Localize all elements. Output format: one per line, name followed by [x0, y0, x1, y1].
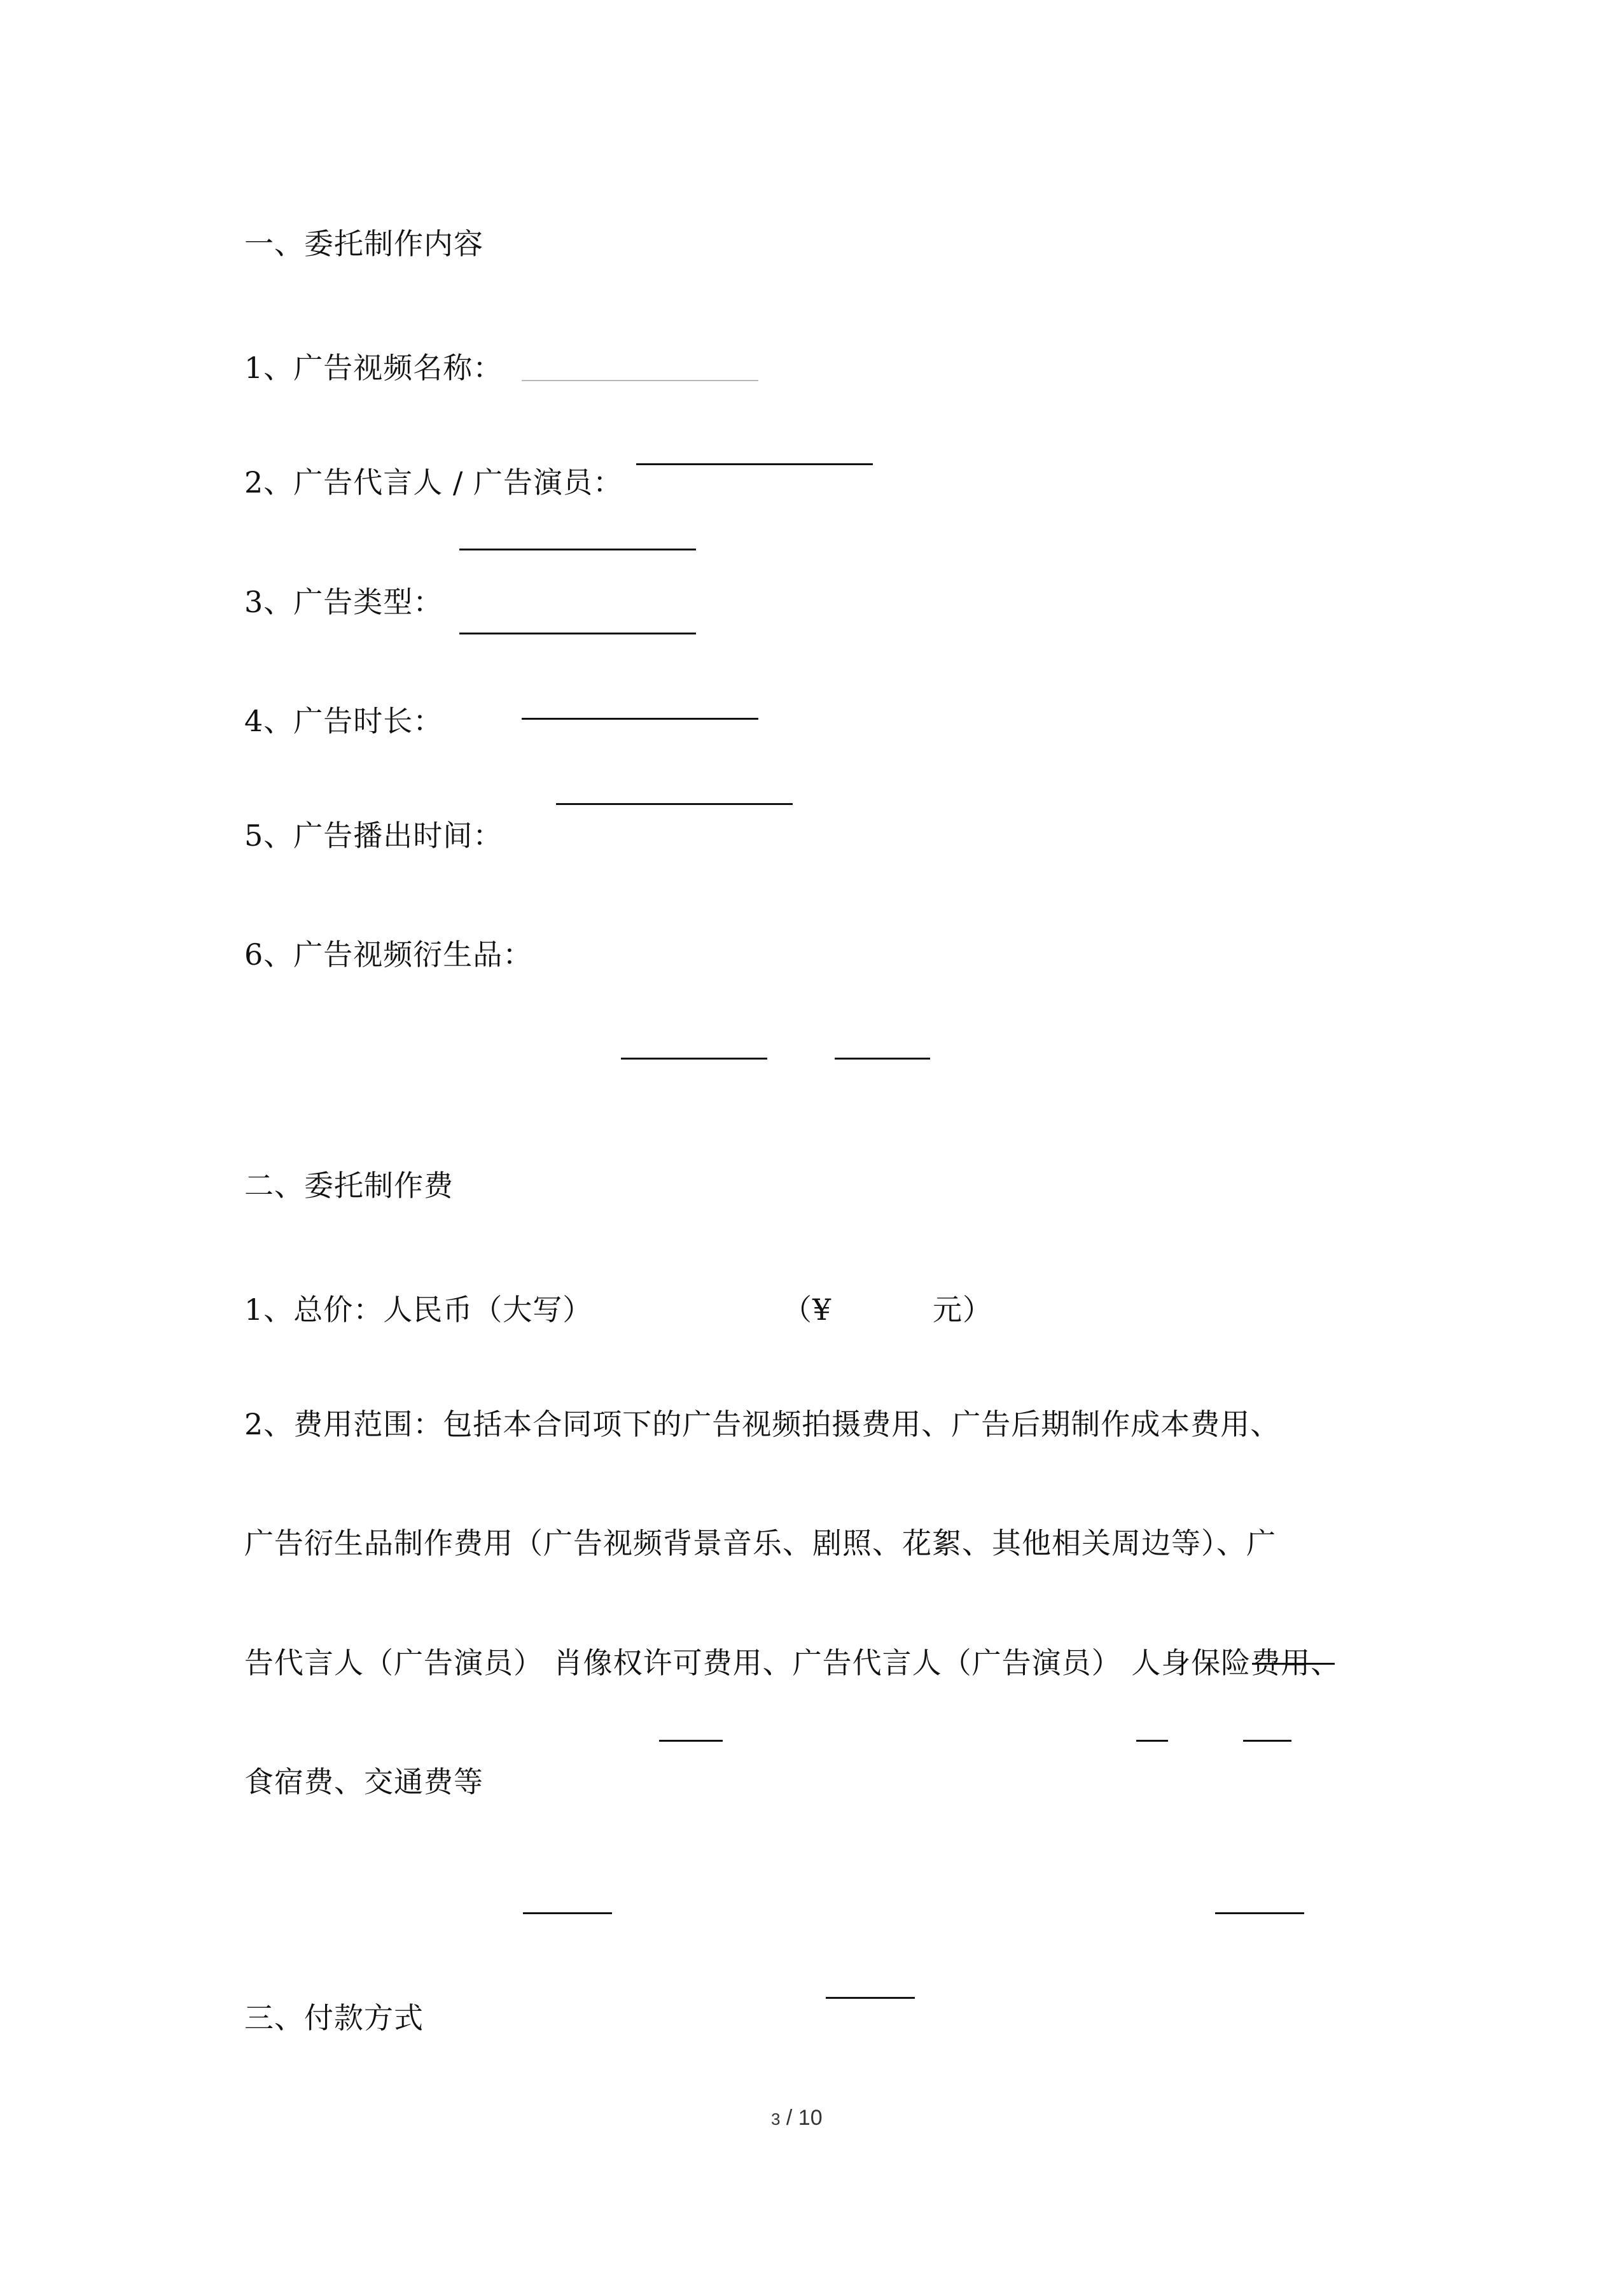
item-ad-duration: 4、广告时长： [244, 704, 443, 738]
blank-derivatives-1 [621, 1058, 767, 1060]
blank-spokesperson-2 [459, 549, 696, 550]
total-price-label: 1、总价：人民币（大写） [244, 1292, 593, 1327]
blank-scope-3 [1243, 1740, 1291, 1742]
page-number [771, 2105, 823, 2132]
item-derivatives: 6、广告视频衍生品： [244, 937, 533, 972]
blank-ad-video-name [522, 380, 758, 381]
total-price-yen: （¥ [783, 1292, 832, 1327]
scope-line-3: 告代言人（广告演员） 肖像权许可费用、广告代言人（广告演员） 人身保险费用、 [244, 1646, 1341, 1680]
blank-payment [826, 1997, 915, 1999]
blank-scope-1 [659, 1740, 723, 1742]
section-3-heading: 三、付款方式 [244, 2001, 424, 2035]
item-ad-video-name: 1、广告视频名称： [244, 351, 503, 385]
strike-insurance [1252, 1663, 1335, 1665]
blank-derivatives-2 [835, 1058, 930, 1060]
scope-line-4: 食宿费、交通费等 [244, 1765, 484, 1799]
blank-scope-5 [1215, 1912, 1304, 1914]
blank-scope-4 [523, 1912, 612, 1914]
blank-ad-type [459, 633, 696, 634]
section-2-heading: 二、委托制作费 [244, 1168, 454, 1203]
item-ad-type: 3、广告类型： [244, 585, 443, 619]
blank-scope-2 [1136, 1740, 1168, 1742]
item-broadcast-time: 5、广告播出时间： [244, 818, 503, 853]
blank-spokesperson [636, 463, 873, 465]
page-total: / 10 [780, 2106, 823, 2130]
section-1-heading: 一、委托制作内容 [244, 227, 484, 261]
total-price-yuan: 元） [933, 1292, 992, 1327]
scope-line-2: 广告衍生品制作费用（广告视频背景音乐、剧照、花絮、其他相关周边等）、广 [244, 1526, 1276, 1560]
blank-ad-duration [522, 718, 758, 720]
scope-line-1: 2、费用范围：包括本合同项下的广告视频拍摄费用、广告后期制作成本费用、 [244, 1407, 1281, 1441]
blank-broadcast-time [556, 803, 793, 805]
item-spokesperson: 2、广告代言人 / 广告演员： [244, 465, 623, 500]
page-current: 3 [771, 2110, 781, 2129]
